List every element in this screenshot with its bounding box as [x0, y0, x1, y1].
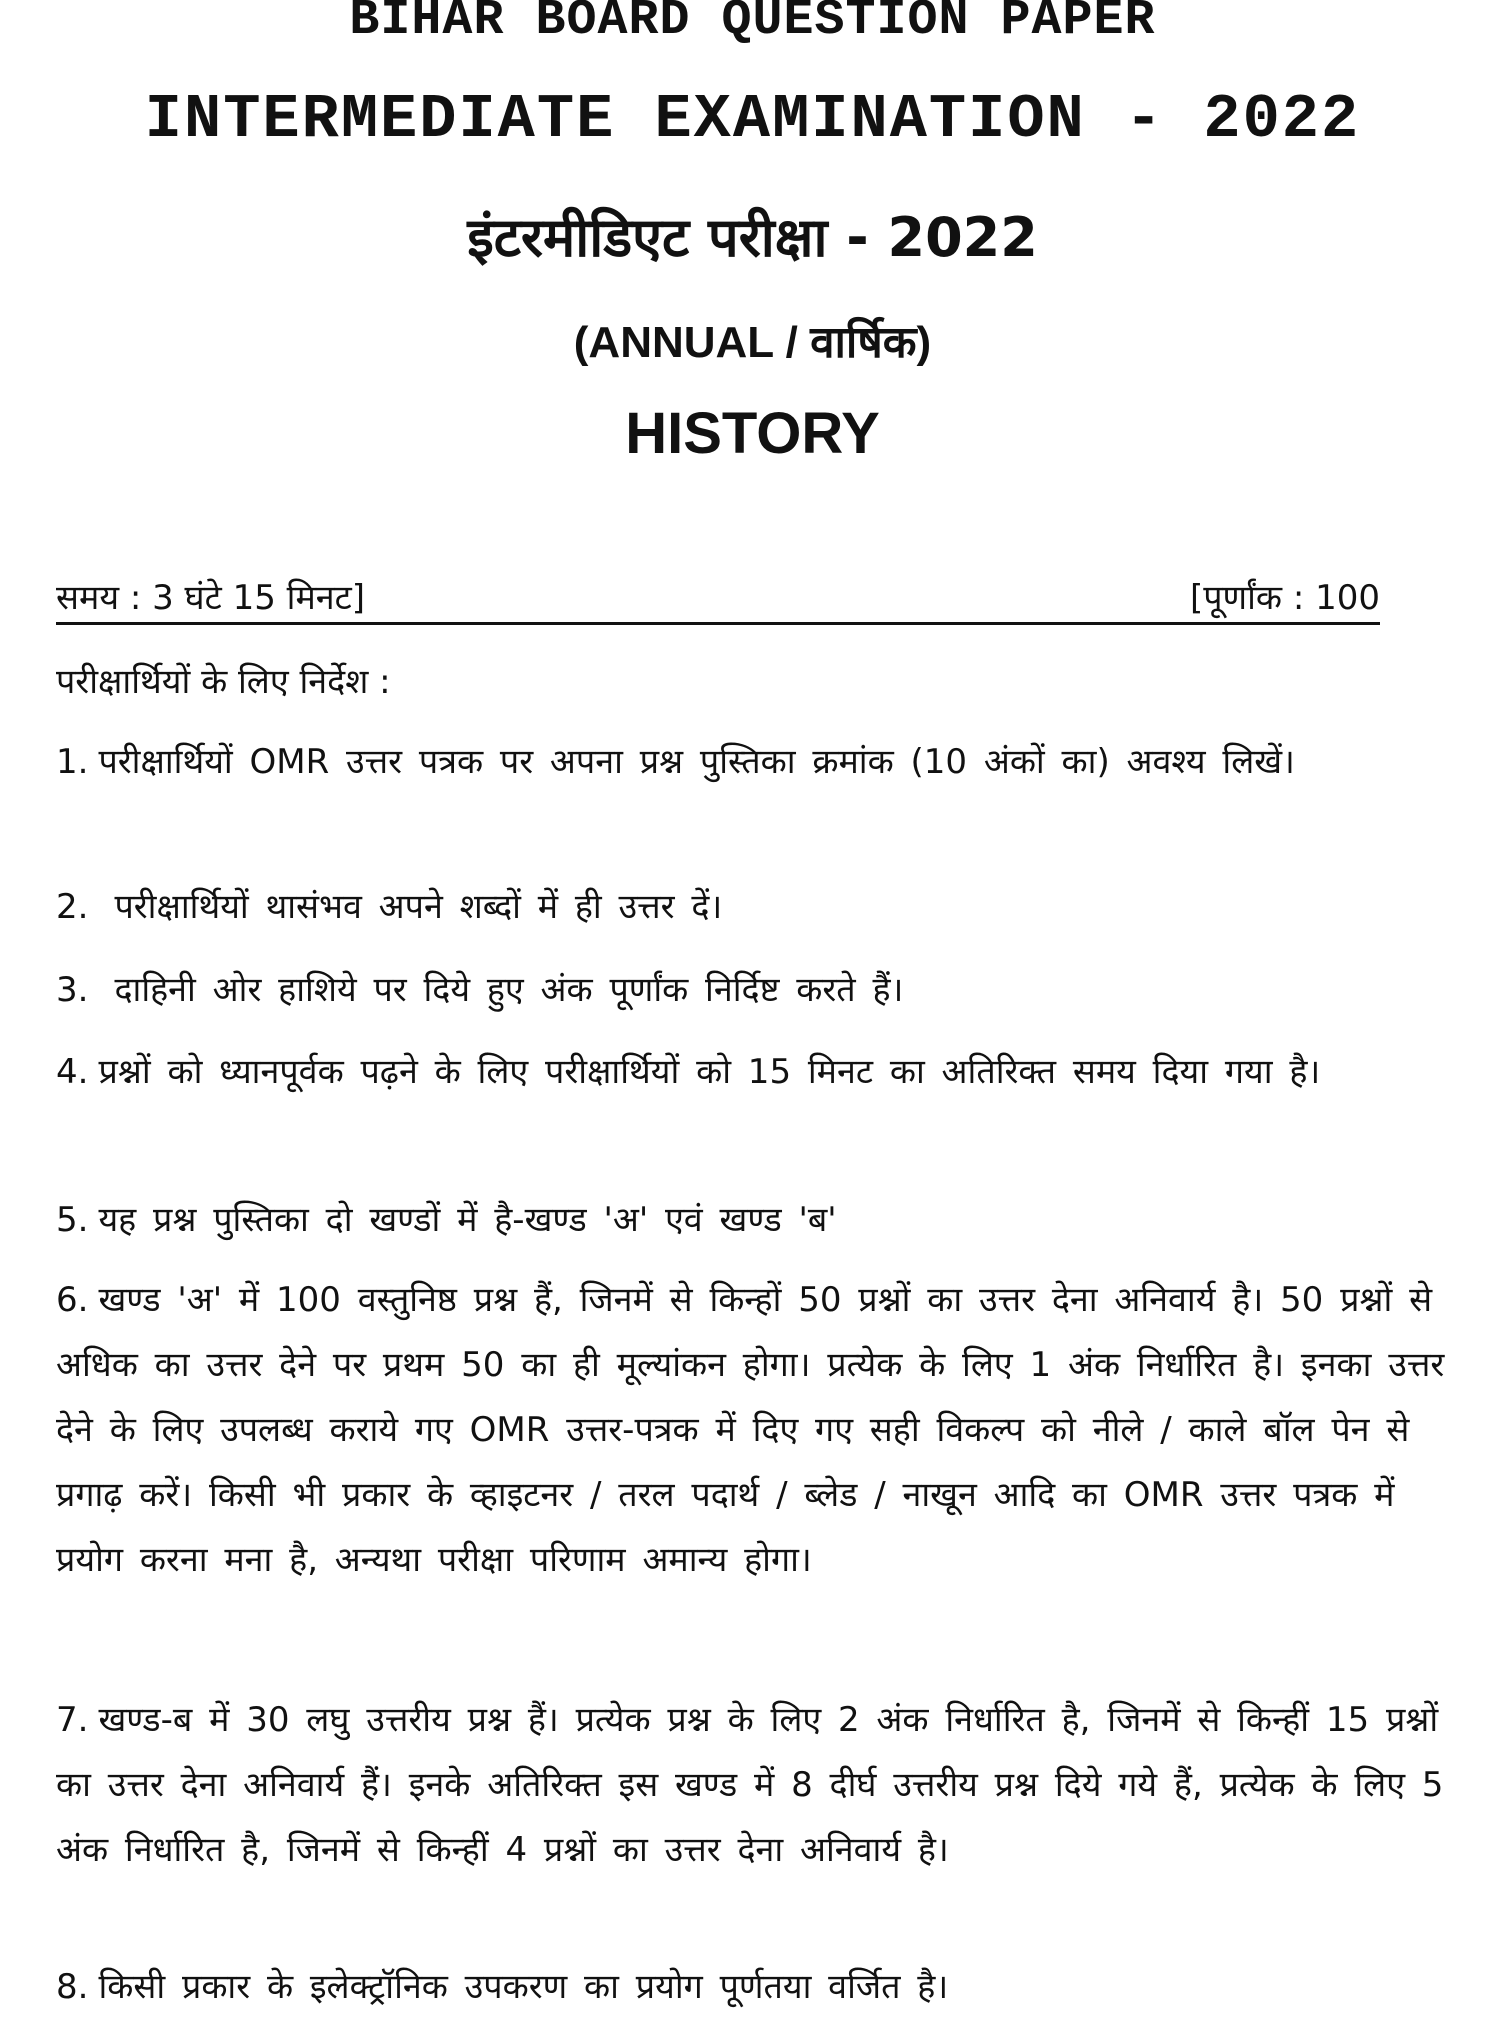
item-number: 1. [56, 742, 89, 782]
time-duration: समय : 3 घंटे 15 मिनट] [56, 578, 366, 618]
subject-title: HISTORY [625, 401, 880, 466]
exam-title: INTERMEDIATE EXAMINATION - 2022 [144, 84, 1361, 155]
instruction-item [56, 958, 1451, 1023]
item-text: खण्ड-ब में 30 लघु उत्तरीय प्रश्न हैं। प्रत्येक प्रश्न के लिए 2 अंक निर्धारित है, जिनमें से किन्हीं 15 प्रश्नों का उत्तर देना अनिवार्य हैं। इनके अतिरिक्त इस खण्ड में 8 दीर्घ उत्तरीय प्रश्न दिये गये हैं, प्रत्येक के लिए 5 अंक निर्धारित है, जिनमें से किन्हीं 4 प्रश्नों का उत्तर देना अनिवार्य है। [56, 1700, 1444, 1870]
item-text: यह प्रश्न पुस्तिका दो खण्डों में है-खण्ड 'अ' एवं खण्ड 'ब' [98, 1200, 837, 1240]
instruction-item [56, 1040, 1451, 1105]
instruction-item [56, 1188, 1451, 1253]
item-text: प्रश्नों को ध्यानपूर्वक पढ़ने के लिए परीक्षार्थियों को 15 मिनट का अतिरिक्त समय दिया गया है। [98, 1052, 1321, 1092]
item-text: परीक्षार्थियों OMR उत्तर पत्रक पर अपना प्रश्न पुस्तिका क्रमांक (10 अंकों का) अवश्य लिखें। [98, 742, 1295, 782]
item-number: 6. [56, 1280, 89, 1320]
instructions-heading: परीक्षार्थियों के लिए निर्देश : [56, 662, 391, 702]
board-title: BIHAR BOARD QUESTION PAPER [349, 0, 1156, 49]
exam-type: (ANNUAL / वार्षिक) [573, 318, 932, 367]
instruction-item [56, 875, 1451, 940]
item-number: 7. [56, 1700, 89, 1740]
time-marks-row [56, 572, 1380, 625]
item-text: परीक्षार्थियों थासंभव अपने शब्दों में ही उत्तर दें। [114, 887, 723, 927]
instruction-item [56, 1955, 1451, 2020]
item-number: 5. [56, 1200, 89, 1240]
instruction-item [56, 1688, 1451, 1883]
item-number: 3. [56, 970, 89, 1010]
full-marks: [पूर्णांक : 100 [1189, 578, 1380, 618]
exam-title-hindi: इंटरमीडिएट परीक्षा - 2022 [467, 206, 1038, 269]
item-text: दाहिनी ओर हाशिये पर दिये हुए अंक पूर्णांक निर्दिष्ट करते हैं। [114, 970, 904, 1010]
instruction-item [56, 1268, 1451, 1593]
item-number: 4. [56, 1052, 89, 1092]
item-text: किसी प्रकार के इलेक्ट्रॉनिक उपकरण का प्रयोग पूर्णतया वर्जित है। [98, 1967, 949, 2007]
item-number: 8. [56, 1967, 89, 2007]
item-number: 2. [56, 887, 89, 927]
instruction-item [56, 730, 1451, 795]
item-text: खण्ड 'अ' में 100 वस्तुनिष्ठ प्रश्न हैं, जिनमें से किन्हों 50 प्रश्नों का उत्तर देना अनिवार्य है। 50 प्रश्नों से अधिक का उत्तर देने पर प्रथम 50 का ही मूल्यांकन होगा। प्रत्येक के लिए 1 अंक निर्धारित है। इनका उत्तर देने के लिए उपलब्ध कराये गए OMR उत्तर-पत्रक में दिए गए सही विकल्प को नीले / काले बॉल पेन से प्रगाढ़ करें। किसी भी प्रकार के व्हाइटनर / तरल पदार्थ / ब्लेड / नाखून आदि का OMR उत्तर पत्रक में प्रयोग करना मना है, अन्यथा परीक्षा परिणाम अमान्य होगा। [56, 1280, 1445, 1580]
